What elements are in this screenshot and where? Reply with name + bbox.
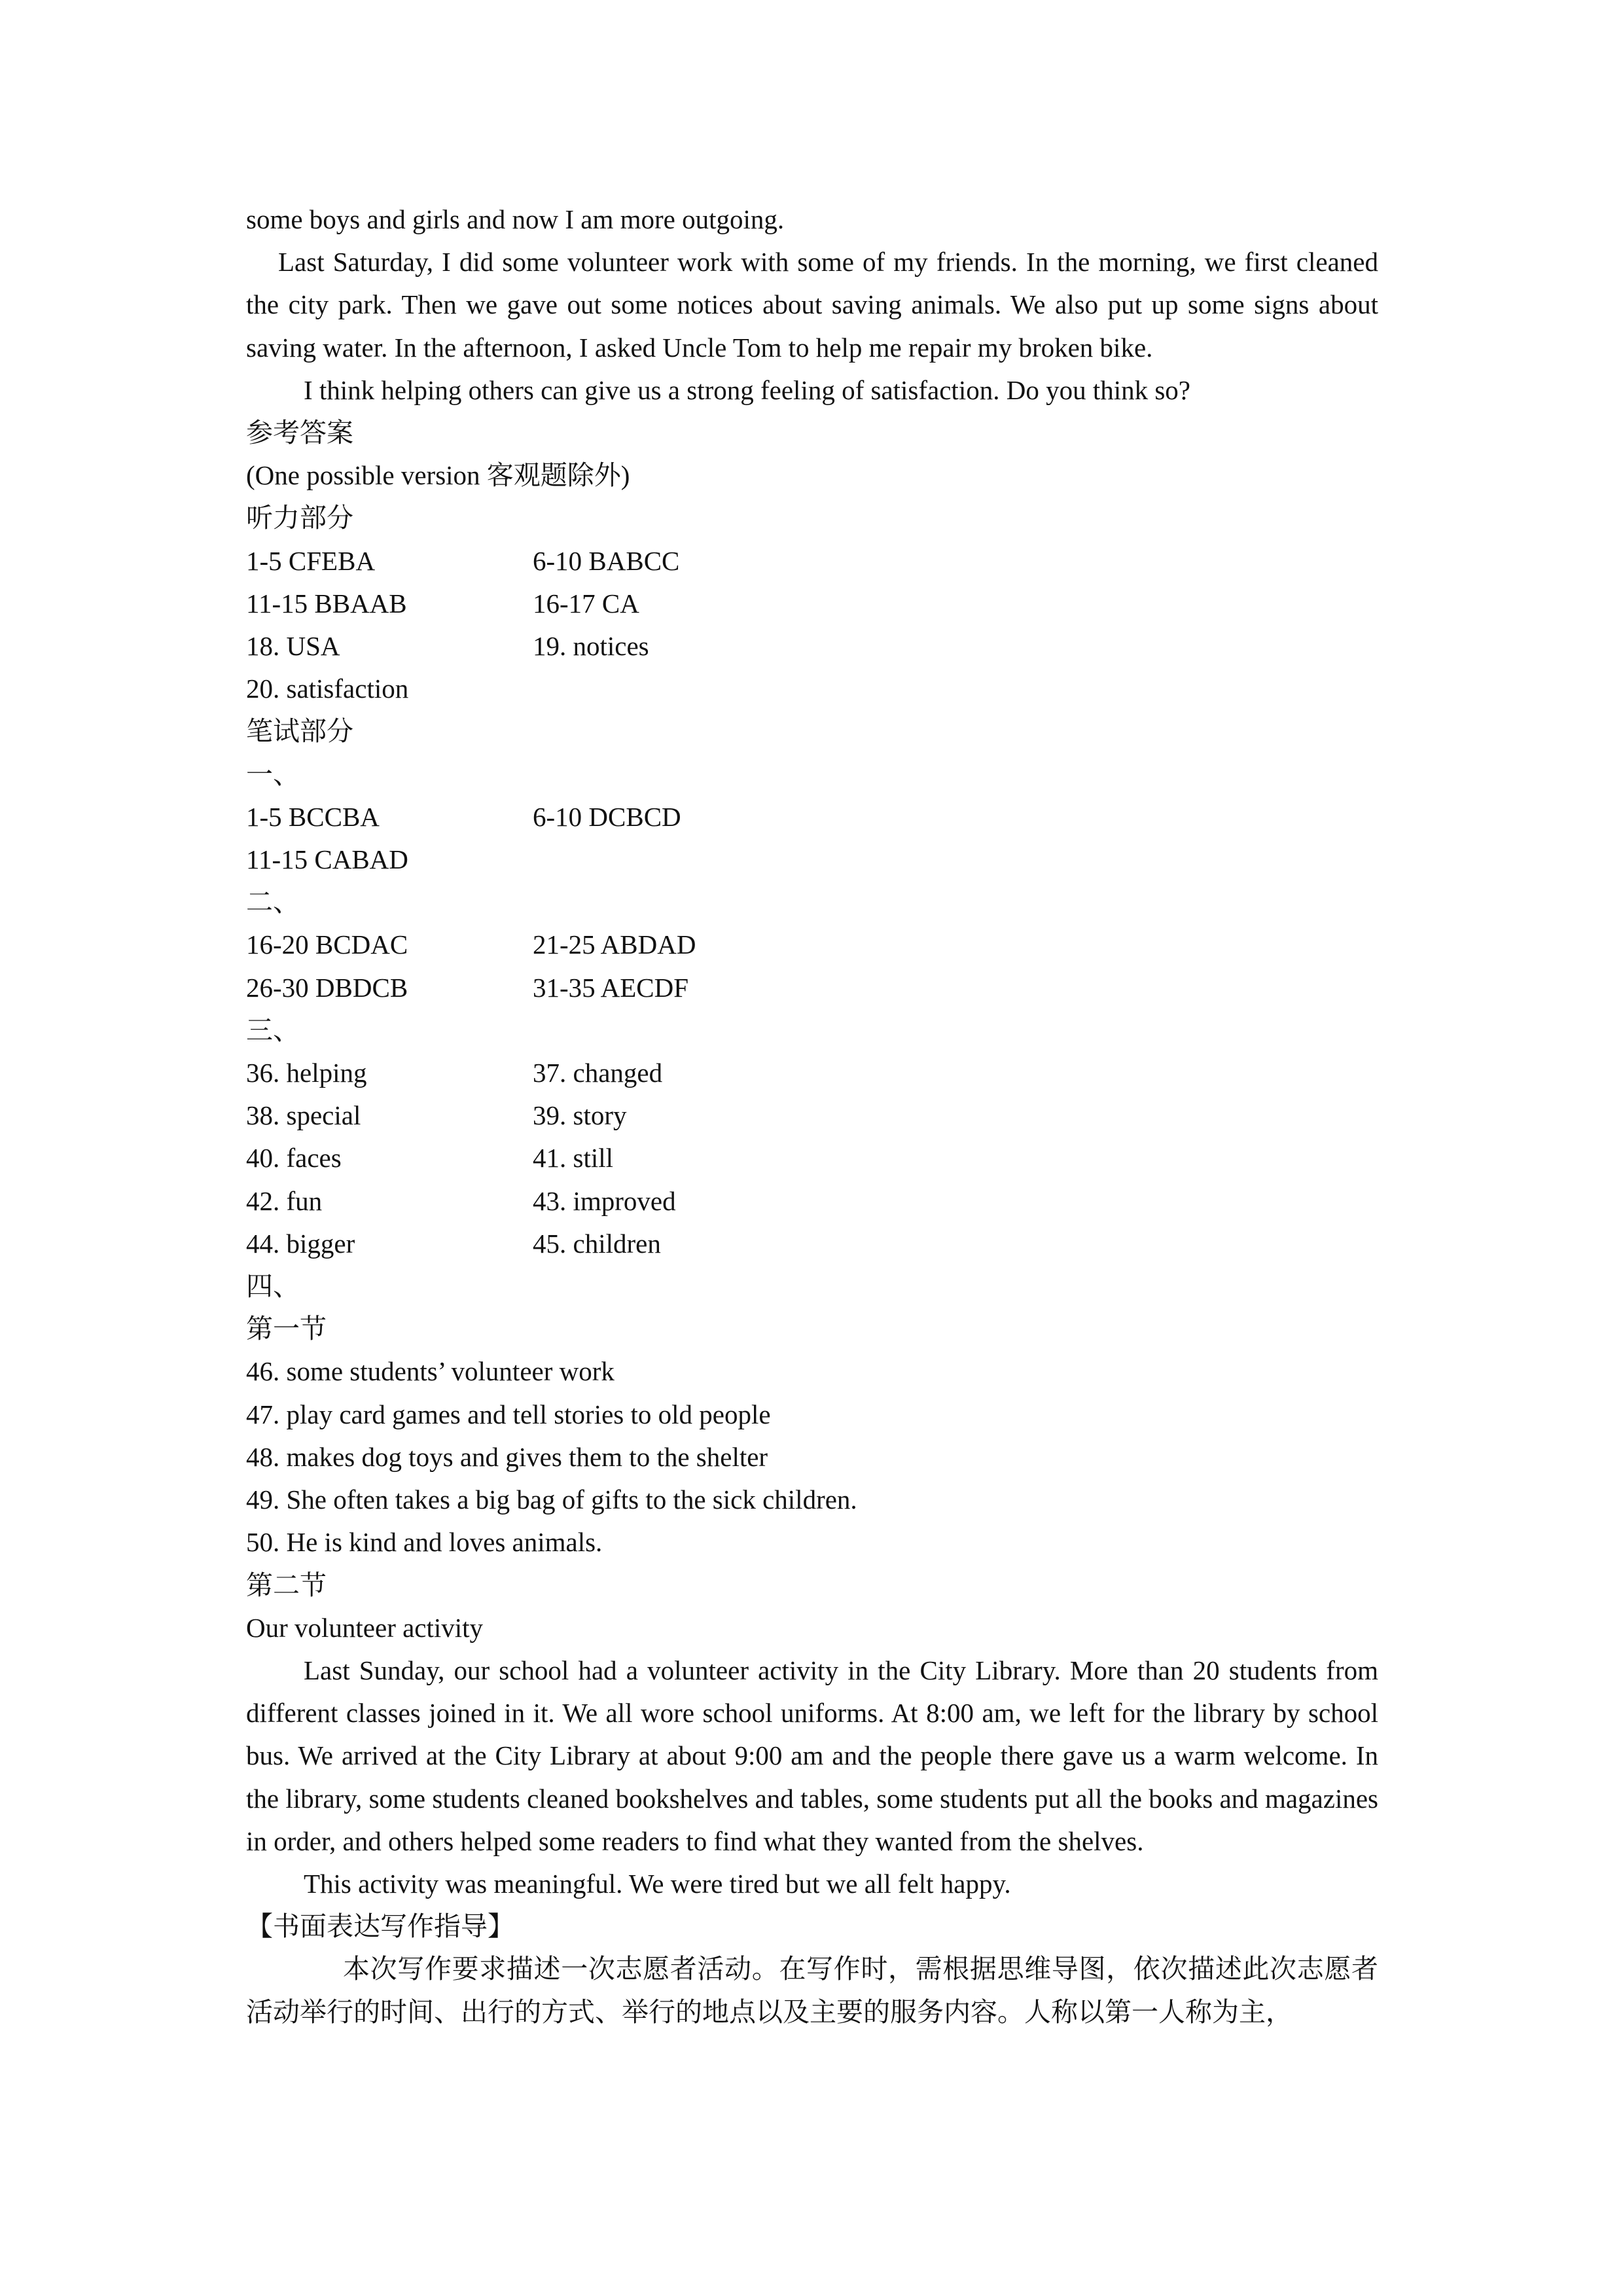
answer-line: 46. some students’ volunteer work xyxy=(246,1356,615,1387)
listening-heading: 听力部分 xyxy=(246,503,353,533)
answer-line: 49. She often takes a big bag of gifts to the sick children. xyxy=(246,1484,857,1515)
part-heading: 一、 xyxy=(246,759,300,789)
answer-cell: 45. children xyxy=(533,1228,661,1259)
answer-row xyxy=(246,1052,1378,1094)
answer-row xyxy=(246,668,1378,710)
answer-key-note: (One possible version 客观题除外) xyxy=(246,460,630,491)
document-body xyxy=(246,198,1378,2034)
answer-cell: 39. story xyxy=(533,1100,627,1131)
answer-cell: 44. bigger xyxy=(246,1228,355,1259)
essay-paragraph: Last Sunday, our school had a volunteer activity in the City Library. More than 20 students from different classes joined in it. We all wore school uniforms. At 8:00 am, we left for the library by school bus. We arrived at the City Library at about 9:00 am and the people there gave us a warm welcome. In the library, some students cleaned bookshelves and tables, some students put all the books and magazines in order, and others helped some readers to find what they wanted from the shelves. xyxy=(246,1655,1378,1856)
answer-line: 48. makes dog toys and gives them to the shelter xyxy=(246,1441,768,1472)
answer-row xyxy=(246,967,1378,1009)
passage-continued-line: some boys and girls and now I am more outgoing. xyxy=(246,204,785,234)
answer-cell: 37. changed xyxy=(533,1058,663,1088)
answer-cell: 11-15 BBAAB xyxy=(246,588,407,619)
answer-row xyxy=(246,583,1378,625)
answer-row xyxy=(246,1223,1378,1265)
answer-row xyxy=(246,1180,1378,1223)
answer-cell: 36. helping xyxy=(246,1058,367,1088)
answer-cell: 6-10 DCBCD xyxy=(533,801,681,832)
answer-row xyxy=(246,540,1378,583)
answer-cell: 26-30 DBDCB xyxy=(246,972,408,1003)
answer-cell: 18. USA xyxy=(246,631,340,662)
section-heading: 第二节 xyxy=(246,1570,327,1600)
written-heading: 笔试部分 xyxy=(246,716,353,747)
answer-cell: 16-17 CA xyxy=(533,588,639,619)
answer-row xyxy=(246,1094,1378,1137)
guide-paragraph: 本次写作要求描述一次志愿者活动。在写作时，需根据思维导图，依次描述此次志愿者活动举行的时间、出行的方式、举行的地点以及主要的服务内容。人称以第一人称为主， xyxy=(246,1954,1378,2027)
answer-cell: 40. faces xyxy=(246,1143,342,1174)
answer-cell: 21-25 ABDAD xyxy=(533,929,696,960)
answer-key-heading: 参考答案 xyxy=(246,418,353,448)
part-heading: 三、 xyxy=(246,1014,300,1045)
answer-cell: 19. notices xyxy=(533,631,649,662)
answer-line: 47. play card games and tell stories to old people xyxy=(246,1399,771,1429)
answer-cell: 11-15 CABAD xyxy=(246,844,408,875)
guide-heading: 【书面表达写作指导】 xyxy=(246,1911,514,1942)
passage-paragraph: Last Saturday, I did some volunteer work with some of my friends. In the morning, we first cleaned the city park. Then we gave out some notices about saving animals. We also put up some signs about saving water. In the afternoon, I asked Uncle Tom to help me repair my broken bike. xyxy=(246,247,1378,363)
part-heading: 四、 xyxy=(246,1271,300,1302)
answer-cell: 43. improved xyxy=(533,1185,676,1216)
answer-cell: 38. special xyxy=(246,1100,361,1131)
answer-line: 50. He is kind and loves animals. xyxy=(246,1527,603,1558)
answer-row xyxy=(246,796,1378,838)
passage-paragraph: I think helping others can give us a strong feeling of satisfaction. Do you think so? xyxy=(304,374,1191,405)
answer-cell: 6-10 BABCC xyxy=(533,545,680,576)
answer-row xyxy=(246,1137,1378,1179)
answer-cell: 31-35 AECDF xyxy=(533,972,689,1003)
answer-row xyxy=(246,838,1378,881)
answer-cell: 1-5 CFEBA xyxy=(246,545,376,576)
answer-cell: 1-5 BCCBA xyxy=(246,801,380,832)
section-heading: 第一节 xyxy=(246,1314,327,1344)
essay-paragraph: This activity was meaningful. We were tired but we all felt happy. xyxy=(304,1868,1011,1899)
essay-title: Our volunteer activity xyxy=(246,1612,484,1643)
answer-cell: 42. fun xyxy=(246,1185,323,1216)
answer-cell: 16-20 BCDAC xyxy=(246,929,408,960)
answer-cell: 20. satisfaction xyxy=(246,673,409,704)
answer-row xyxy=(246,625,1378,668)
answer-cell: 41. still xyxy=(533,1143,614,1174)
answer-row xyxy=(246,924,1378,966)
part-heading: 二、 xyxy=(246,887,300,918)
